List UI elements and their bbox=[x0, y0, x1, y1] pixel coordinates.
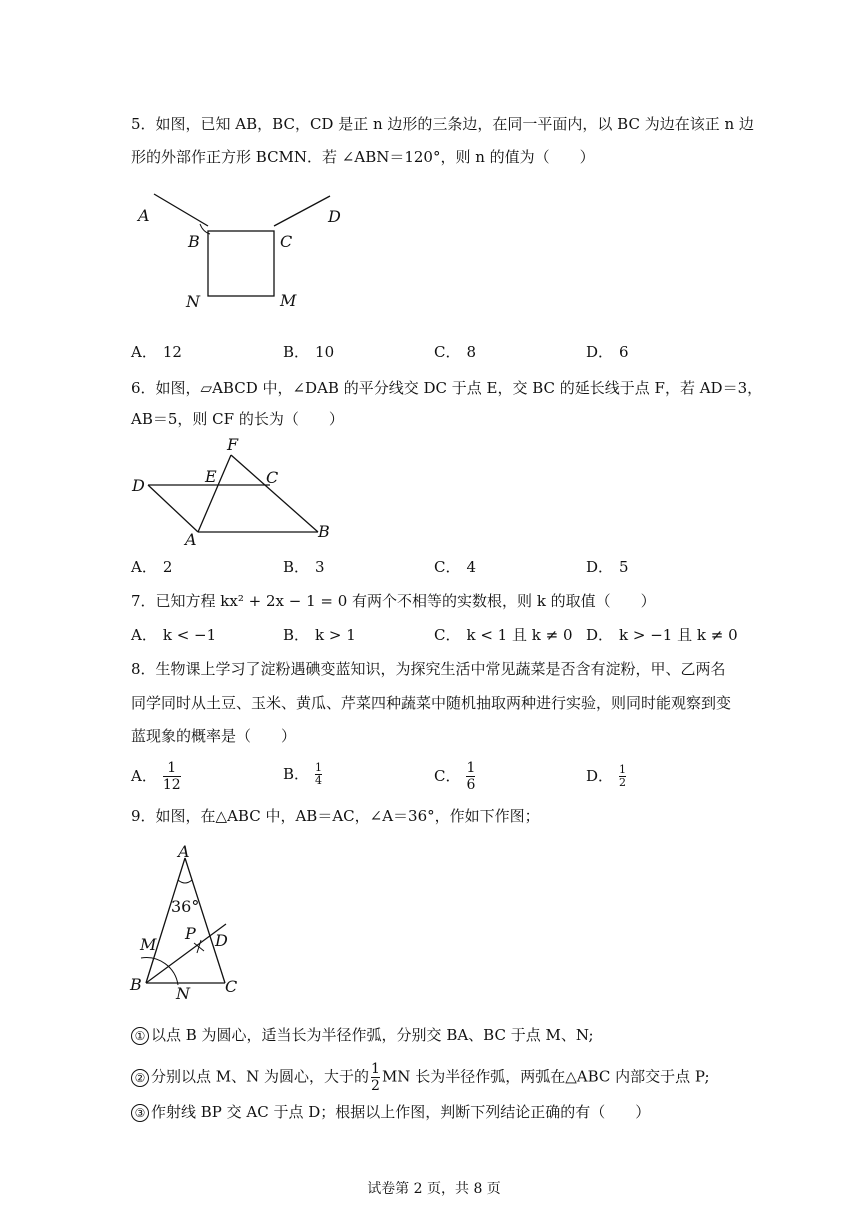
q9-step2-frac-den: 2 bbox=[371, 1078, 380, 1094]
q9-step2-number: ② bbox=[131, 1069, 149, 1087]
q9-step2-text-a: 分别以点 M、N 为圆心，大于的 bbox=[151, 1067, 370, 1086]
q6-option-b[interactable] bbox=[283, 557, 325, 577]
q9-label-C: C bbox=[225, 977, 238, 996]
q7-option-a-letter: A． bbox=[131, 626, 157, 644]
q5-label-M: M bbox=[280, 291, 297, 310]
q9-label-B: B bbox=[130, 975, 142, 994]
q6-label-D: D bbox=[132, 476, 145, 495]
q8-text-line3: 蓝现象的概率是（ ） bbox=[131, 727, 297, 745]
q9-label-P: P bbox=[185, 924, 196, 943]
q8-option-a-fraction bbox=[163, 760, 181, 793]
q9-step2-frac-num: 1 bbox=[371, 1061, 380, 1077]
q6-option-c-letter: C． bbox=[434, 558, 461, 576]
q6-text-line2: AB＝5，则 CF 的长为（ ） bbox=[131, 410, 344, 428]
q6-option-d-letter: D． bbox=[586, 558, 614, 576]
q6-option-a-letter: A． bbox=[131, 558, 157, 576]
q8-option-c-letter: C． bbox=[434, 766, 461, 785]
q9-label-D: D bbox=[215, 931, 228, 950]
q9-label-A: A bbox=[178, 842, 190, 861]
q5-text-line2: 形的外部作正方形 BCMN．若 ∠ABN＝120°，则 n 的值为（ ） bbox=[131, 148, 595, 166]
q6-option-a[interactable] bbox=[131, 557, 172, 577]
q8-text-line1: 8．生物课上学习了淀粉遇碘变蓝知识，为探究生活中常见蔬菜是否含有淀粉，甲、乙两名 bbox=[131, 660, 726, 678]
q8-option-b-den: 4 bbox=[315, 774, 323, 787]
q7-option-d[interactable] bbox=[586, 625, 738, 645]
q8-option-d-fraction bbox=[619, 764, 626, 789]
q5-option-b-letter: B． bbox=[283, 343, 310, 361]
q8-text-line2: 同学同时从土豆、玉米、黄瓜、芹菜四种蔬菜中随机抽取两种进行实验，则同时能观察到变 bbox=[131, 694, 732, 712]
q6-label-C: C bbox=[266, 468, 279, 487]
q9-step3-number: ③ bbox=[131, 1104, 149, 1122]
q8-option-b-num: 1 bbox=[315, 761, 323, 774]
q6-label-F: F bbox=[227, 435, 239, 454]
q8-option-b[interactable] bbox=[283, 762, 322, 787]
q6-figure bbox=[130, 435, 340, 550]
q5-label-B: B bbox=[188, 232, 200, 251]
q9-step2 bbox=[131, 1061, 710, 1094]
q7-option-b-text: k > 1 bbox=[315, 626, 356, 644]
q6-option-b-text: 3 bbox=[315, 558, 325, 576]
q9-figure bbox=[128, 840, 258, 1005]
q5-option-c-text: 8 bbox=[466, 343, 477, 361]
q5-option-a[interactable] bbox=[131, 342, 182, 362]
q8-option-b-fraction bbox=[315, 762, 322, 787]
q7-option-c-text: k < 1 且 k ≠ 0 bbox=[466, 626, 573, 644]
q9-label-N: N bbox=[176, 984, 190, 1003]
q9-step2-fraction bbox=[371, 1061, 380, 1094]
q9-label-M: M bbox=[140, 935, 157, 954]
q8-option-c[interactable] bbox=[434, 760, 475, 793]
q8-option-c-den: 6 bbox=[466, 777, 476, 793]
q8-option-d-num: 1 bbox=[619, 763, 627, 776]
q8-option-c-num: 1 bbox=[466, 760, 476, 776]
q5-option-c-letter: C． bbox=[434, 343, 461, 361]
q6-option-c[interactable] bbox=[434, 557, 476, 577]
q5-option-d-text: 6 bbox=[619, 343, 629, 361]
q5-option-a-text: 12 bbox=[162, 343, 182, 361]
q5-option-b-text: 10 bbox=[315, 343, 335, 361]
q6-label-B: B bbox=[318, 522, 330, 541]
page-footer: 试卷第 2 页，共 8 页 bbox=[367, 1181, 501, 1197]
q7-option-d-letter: D． bbox=[586, 626, 614, 644]
q7-option-c-letter: C． bbox=[434, 626, 461, 644]
q5-option-d[interactable] bbox=[586, 342, 629, 362]
q9-step1-number: ① bbox=[131, 1027, 149, 1045]
q6-option-b-letter: B． bbox=[283, 558, 310, 576]
q8-option-a-num: 1 bbox=[167, 760, 177, 776]
q6-option-d-text: 5 bbox=[619, 558, 629, 576]
q6-option-d[interactable] bbox=[586, 557, 629, 577]
q5-figure bbox=[130, 190, 360, 320]
q5-option-b[interactable] bbox=[283, 342, 334, 362]
q7-option-c[interactable] bbox=[434, 625, 573, 645]
q8-option-d-den: 2 bbox=[619, 776, 627, 789]
q8-option-a-den: 12 bbox=[162, 777, 181, 793]
q6-text-line1: 6．如图，▱ABCD 中，∠DAB 的平分线交 DC 于点 E，交 BC 的延长线于点 F，若 AD＝3， bbox=[131, 379, 763, 397]
q7-text-line1: 7．已知方程 kx² + 2x − 1 = 0 有两个不相等的实数根，则 k 的取值（ ） bbox=[131, 592, 656, 610]
q7-option-b[interactable] bbox=[283, 625, 356, 645]
q5-option-c[interactable] bbox=[434, 342, 476, 362]
q6-option-a-text: 2 bbox=[162, 558, 173, 576]
q8-option-d[interactable] bbox=[586, 764, 626, 789]
q9-text-line1: 9．如图，在△ABC 中，AB＝AC，∠A＝36°，作如下作图； bbox=[131, 807, 540, 825]
q9-step3-text: 作射线 BP 交 AC 于点 D；根据以上作图，判断下列结论正确的有（ ） bbox=[151, 1103, 651, 1121]
q9-step3 bbox=[131, 1102, 650, 1122]
q5-label-A: A bbox=[138, 206, 150, 225]
q7-option-b-letter: B． bbox=[283, 626, 310, 644]
q7-option-a[interactable] bbox=[131, 625, 216, 645]
q9-step1 bbox=[131, 1025, 594, 1045]
q5-label-N: N bbox=[186, 292, 200, 311]
q5-text-line1: 5．如图，已知 AB，BC，CD 是正 n 边形的三条边，在同一平面内，以 BC 为边在该正 n 边 bbox=[131, 115, 754, 133]
q8-option-d-letter: D． bbox=[586, 766, 614, 785]
q9-label-angle: 36° bbox=[171, 897, 200, 916]
q7-option-d-text: k > −1 且 k ≠ 0 bbox=[619, 626, 738, 644]
q5-label-C: C bbox=[280, 232, 293, 251]
q8-option-a-letter: A． bbox=[131, 766, 157, 785]
q8-option-a[interactable] bbox=[131, 760, 181, 793]
q5-option-a-letter: A． bbox=[131, 343, 157, 361]
q8-option-b-letter: B． bbox=[283, 764, 310, 783]
q9-step2-text-b: MN 长为半径作弧，两弧在△ABC 内部交于点 P; bbox=[381, 1067, 710, 1086]
q7-option-a-text: k < −1 bbox=[162, 626, 217, 644]
q6-option-c-text: 4 bbox=[466, 558, 477, 576]
q8-option-c-fraction bbox=[466, 760, 475, 793]
q6-label-E: E bbox=[205, 467, 217, 486]
q5-option-d-letter: D． bbox=[586, 343, 614, 361]
q9-step1-text: 以点 B 为圆心，适当长为半径作弧，分别交 BA、BC 于点 M、N; bbox=[151, 1026, 594, 1044]
q5-label-D: D bbox=[328, 207, 341, 226]
q6-label-A: A bbox=[185, 530, 197, 549]
